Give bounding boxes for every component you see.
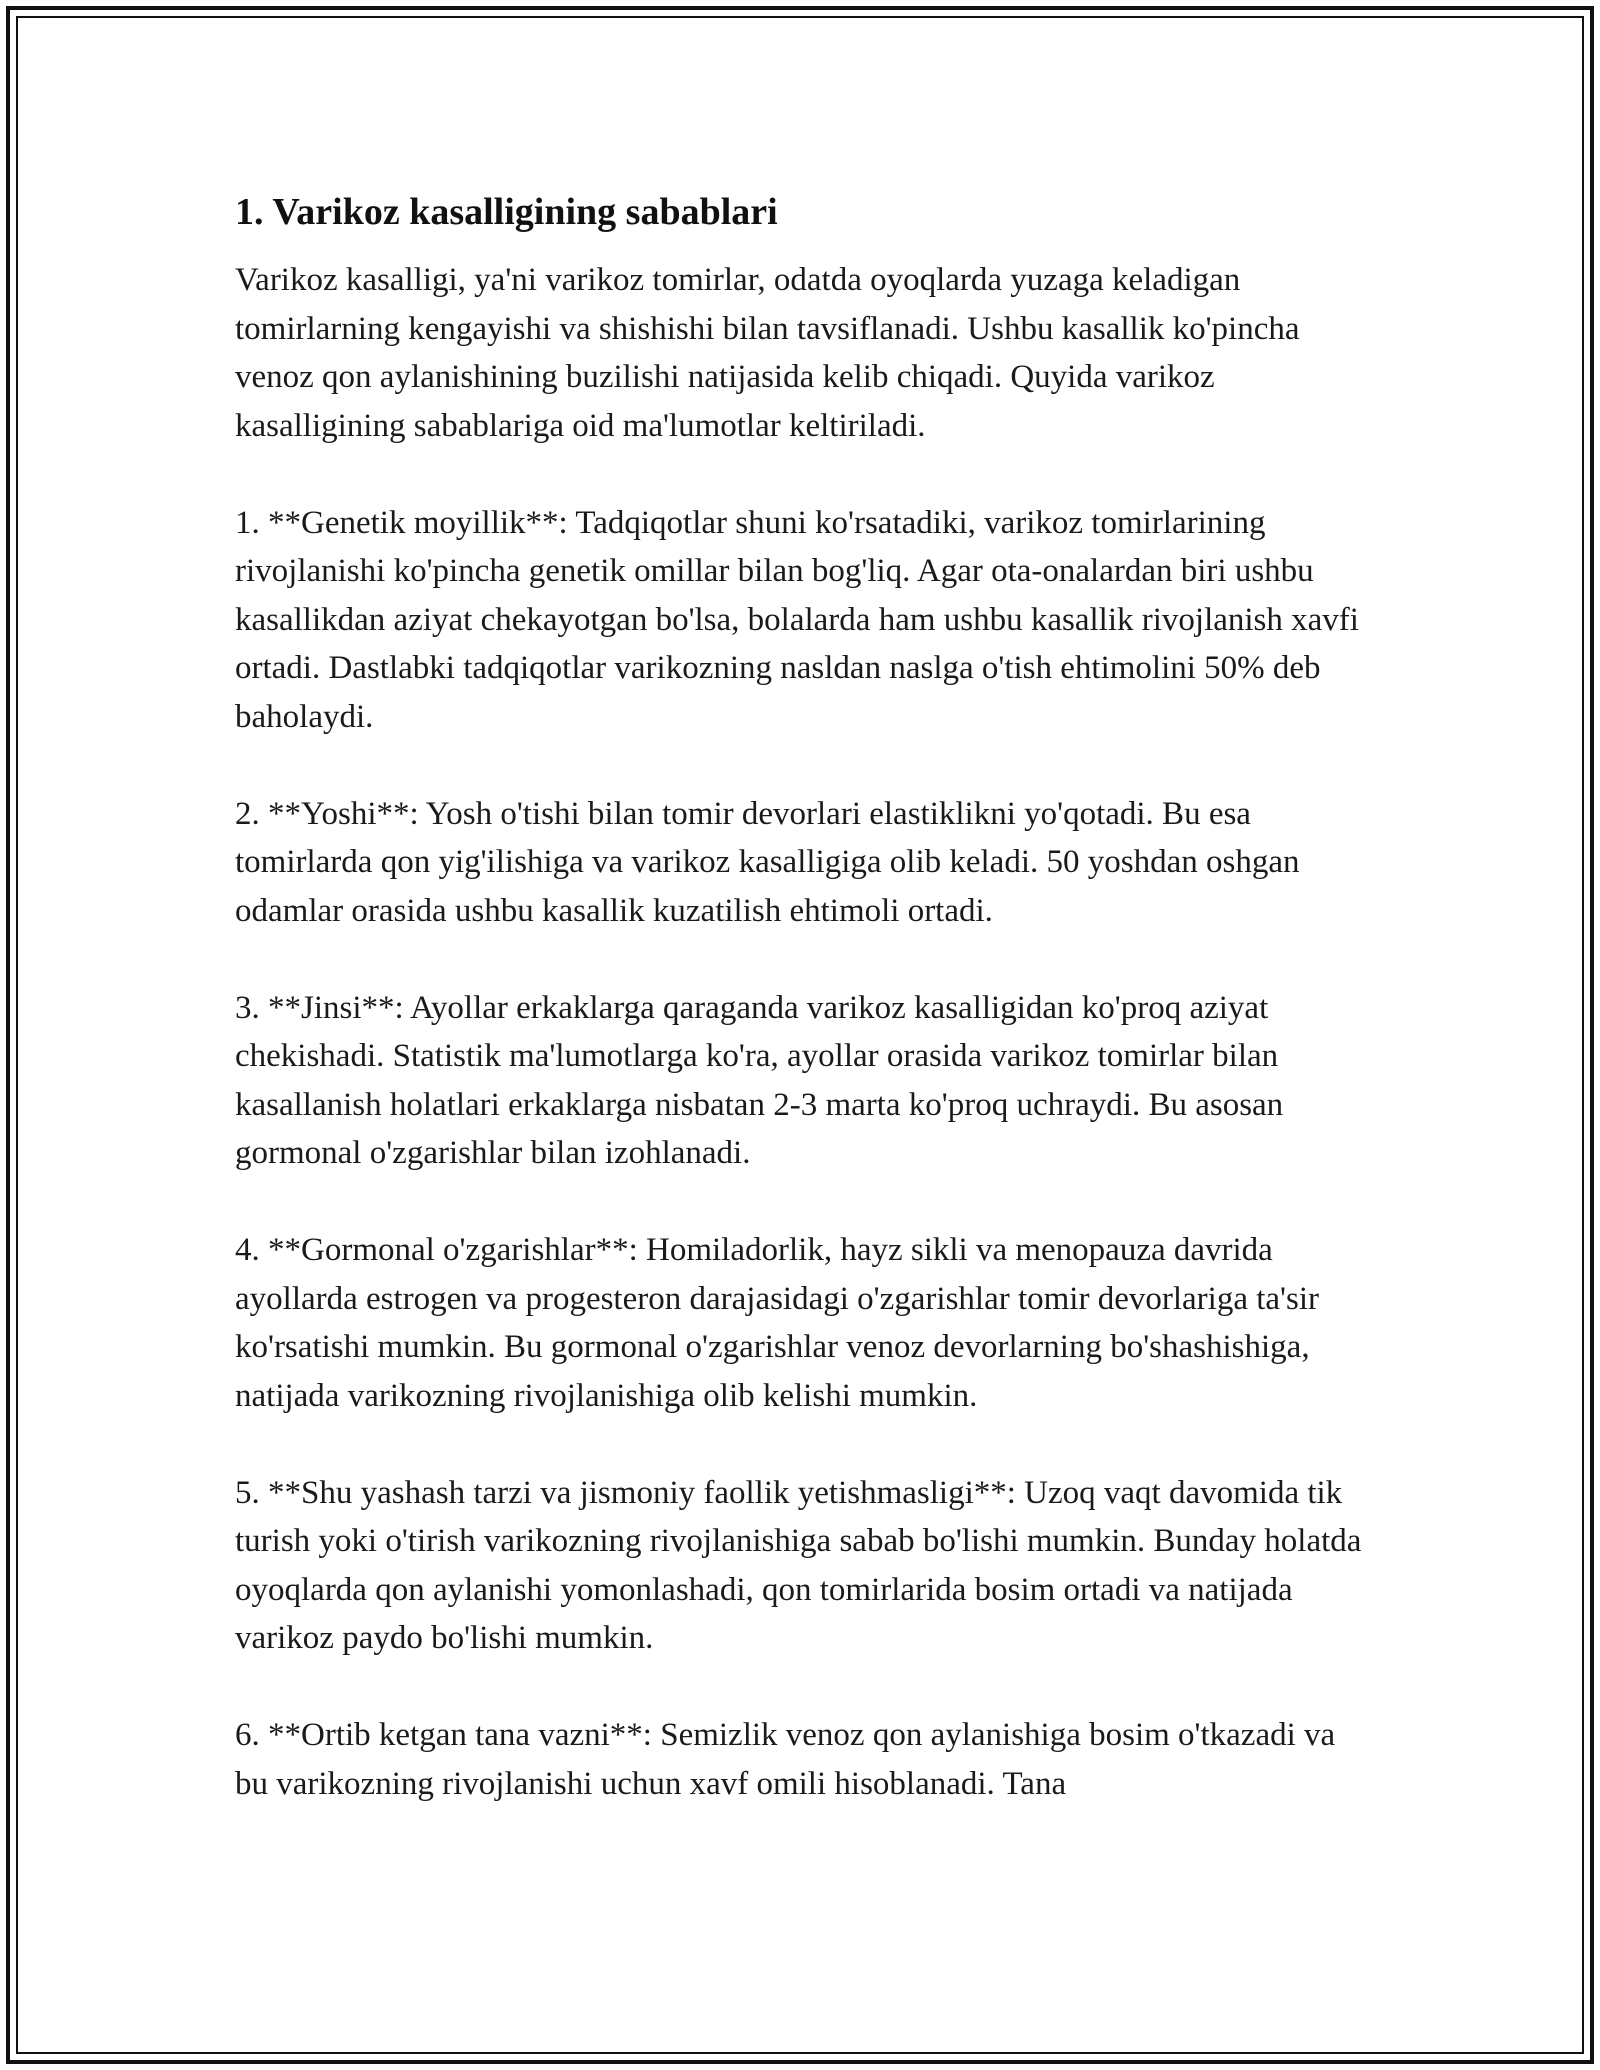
cause-age-paragraph: 2. **Yoshi**: Yosh o'tishi bilan tomir devorlari elastiklikni yo'qotadi. Bu esa tomirlarda qon yig'ilishiga va varikoz kasalligiga olib keladi. 50 yoshdan oshgan odamlar orasida ushbu kasallik kuzatilish ehtimoli ortadi. (235, 795, 1300, 929)
intro-paragraph: Varikoz kasalligi, ya'ni varikoz tomirlar, odatda oyoqlarda yuzaga keladigan tomirlarning kengayishi va shishishi bilan tavsiflanadi. Ushbu kasallik ko'pincha venoz qon aylanishining buzilishi natijasida kelib chiqadi. Quyida varikoz kasalligining sabablariga oid ma'lumotlar keltiriladi. (235, 262, 1300, 444)
cause-gender-paragraph: 3. **Jinsi**: Ayollar erkaklarga qaraganda varikoz kasalligidan ko'proq aziyat chekishadi. Statistik ma'lumotlarga ko'ra, ayollar orasida varikoz tomirlar bilan kasallanish holatlari erkaklarga nisbatan 2-3 marta ko'proq uchraydi. Bu asosan gormonal o'zgarishlar bilan izohlanadi. (235, 989, 1284, 1171)
cause-genetic-paragraph: 1. **Genetik moyillik**: Tadqiqotlar shuni ko'rsatadiki, varikoz tomirlarining rivojlanishi ko'pincha genetik omillar bilan bog'liq. Agar ota-onalardan biri ushbu kasallikdan aziyat chekayotgan bo'lsa, bolalarda ham ushbu kasallik rivojlanish xavfi ortadi. Dastlabki tadqiqotlar varikozning nasldan naslga o'tish ehtimolini 50% deb baholaydi. (235, 504, 1359, 735)
section-heading: 1. Varikoz kasalligining sabablari (235, 191, 778, 233)
cause-hormonal-paragraph: 4. **Gormonal o'zgarishlar**: Homiladorlik, hayz sikli va menopauza davrida ayollarda estrogen va progesteron darajasidagi o'zgarishlar tomir devorlariga ta'sir ko'rsatishi mumkin. Bu gormonal o'zgarishlar venoz devorlarning bo'shashishiga, natijada varikozning rivojlanishiga olib kelishi mumkin. (235, 1232, 1319, 1414)
cause-weight-paragraph: 6. **Ortib ketgan tana vazni**: Semizlik venoz qon aylanishiga bosim o'tkazadi va bu varikozning rivojlanishi uchun xavf omili hisoblanadi. Tana (235, 1717, 1336, 1802)
cause-lifestyle-paragraph: 5. **Shu yashash tarzi va jismoniy faollik yetishmasligi**: Uzoq vaqt davomida tik turish yoki o'tirish varikozning rivojlanishiga sabab bo'lishi mumkin. Bunday holatda oyoqlarda qon aylanishi yomonlashadi, qon tomirlarida bosim ortadi va natijada varikoz paydo bo'lishi mumkin. (235, 1474, 1362, 1656)
document-body (235, 188, 1370, 1857)
